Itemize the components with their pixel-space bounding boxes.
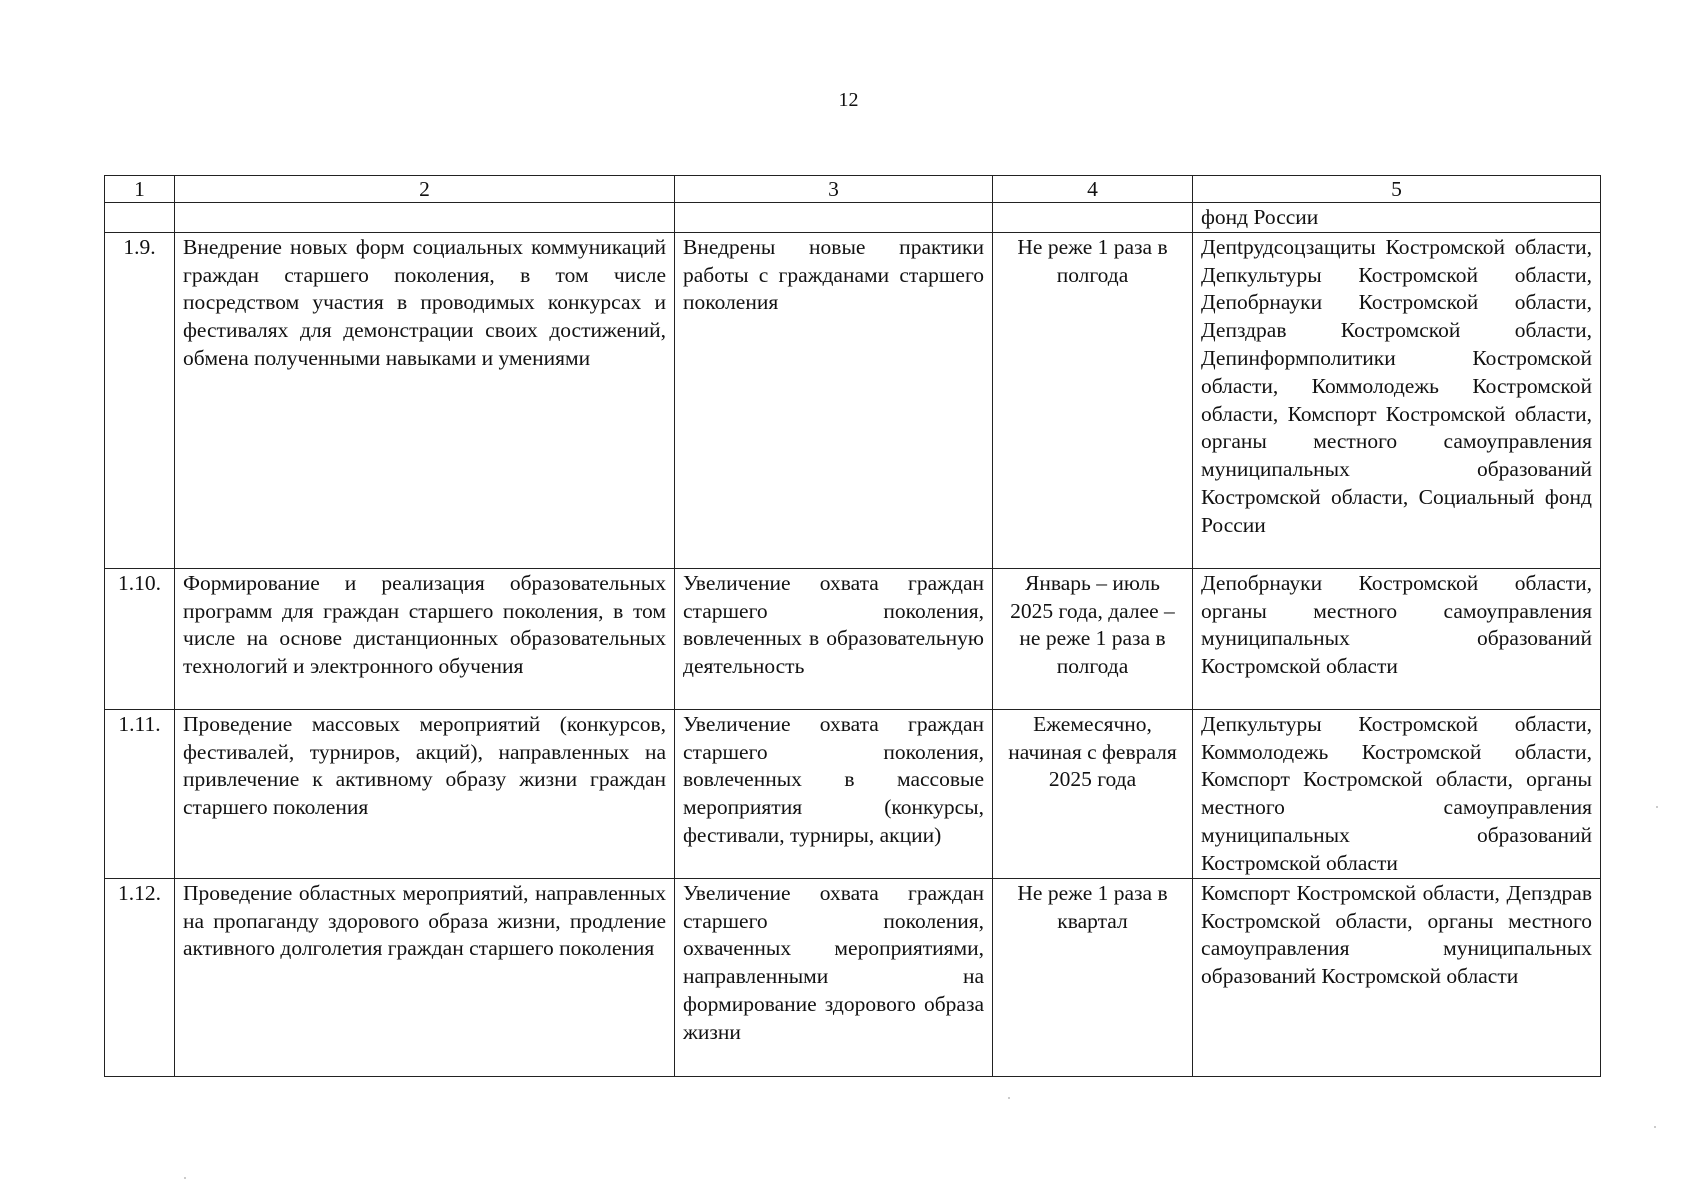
row-term: Не реже 1 раза в полгода <box>993 232 1193 568</box>
scan-speck <box>184 1177 186 1179</box>
row-number: 1.11. <box>105 709 175 878</box>
scan-speck <box>1008 1097 1010 1099</box>
table-row <box>105 878 1601 1076</box>
page-number: 12 <box>838 89 859 111</box>
row-result: Увеличение охвата граждан старшего поколения, вовлеченных в массовые мероприятия (конкурсы, фестивали, турниры, акции) <box>675 709 993 878</box>
row-result: Внедрены новые практики работы с гражданами старшего поколения <box>675 232 993 568</box>
carryover-term <box>993 203 1193 233</box>
row-executors: Депtрудсоцзащиты Костромской области, Депкультуры Костромской области, Депобрнауки Костромской области, Депздрав Костромской области, Депинформполитики Костромской области, Коммолодежь Костромской области, Комспорт Костромской области, органы местного самоуправления муниципальных образований Костромской области, Социальный фонд России <box>1193 232 1601 568</box>
row-measure: Формирование и реализация образовательных программ для граждан старшего поколения, в том числе на основе дистанционных образовательных технологий и электронного обучения <box>175 568 675 709</box>
row-measure: Проведение массовых мероприятий (конкурсов, фестивалей, турниров, акций), направленных на привлечение к активному образу жизни граждан старшего поколения <box>175 709 675 878</box>
table-row <box>105 709 1601 878</box>
row-executors: Комспорт Костромской области, Депздрав Костромской области, органы местного самоуправления муниципальных образований Костромской области <box>1193 878 1601 1076</box>
carryover-row <box>105 203 1601 233</box>
scan-speck <box>1656 806 1658 808</box>
header-col-5: 5 <box>1193 176 1601 203</box>
row-result: Увеличение охвата граждан старшего поколения, охваченных мероприятиями, направленными на формирование здорового образа жизни <box>675 878 993 1076</box>
row-number: 1.9. <box>105 232 175 568</box>
carryover-num <box>105 203 175 233</box>
carryover-executors: фонд России <box>1193 203 1601 233</box>
carryover-result <box>675 203 993 233</box>
row-term: Январь – июль 2025 года, далее – не реже 1 раза в полгода <box>993 568 1193 709</box>
header-col-3: 3 <box>675 176 993 203</box>
scan-speck <box>1654 1126 1656 1128</box>
table-row <box>105 568 1601 709</box>
carryover-measure <box>175 203 675 233</box>
header-col-2: 2 <box>175 176 675 203</box>
row-executors: Депкультуры Костромской области, Коммолодежь Костромской области, Комспорт Костромской области, органы местного самоуправления муниципальных образований Костромской области <box>1193 709 1601 878</box>
row-number: 1.12. <box>105 878 175 1076</box>
row-term: Не реже 1 раза в квартал <box>993 878 1193 1076</box>
header-col-1: 1 <box>105 176 175 203</box>
row-measure: Проведение областных мероприятий, направленных на пропаганду здорового образа жизни, продление активного долголетия граждан старшего поколения <box>175 878 675 1076</box>
header-row <box>105 176 1601 203</box>
row-executors: Депобрнауки Костромской области, органы местного самоуправления муниципальных образований Костромской области <box>1193 568 1601 709</box>
table-row <box>105 232 1601 568</box>
measures-table <box>104 175 1601 1077</box>
row-term: Ежемесячно, начиная с февраля 2025 года <box>993 709 1193 878</box>
header-col-4: 4 <box>993 176 1193 203</box>
row-result: Увеличение охвата граждан старшего поколения, вовлеченных в образовательную деятельность <box>675 568 993 709</box>
row-number: 1.10. <box>105 568 175 709</box>
row-measure: Внедрение новых форм социальных коммуникаций граждан старшего поколения, в том числе посредством участия в проводимых конкурсах и фестивалях для демонстрации своих достижений, обмена полученными навыками и умениями <box>175 232 675 568</box>
